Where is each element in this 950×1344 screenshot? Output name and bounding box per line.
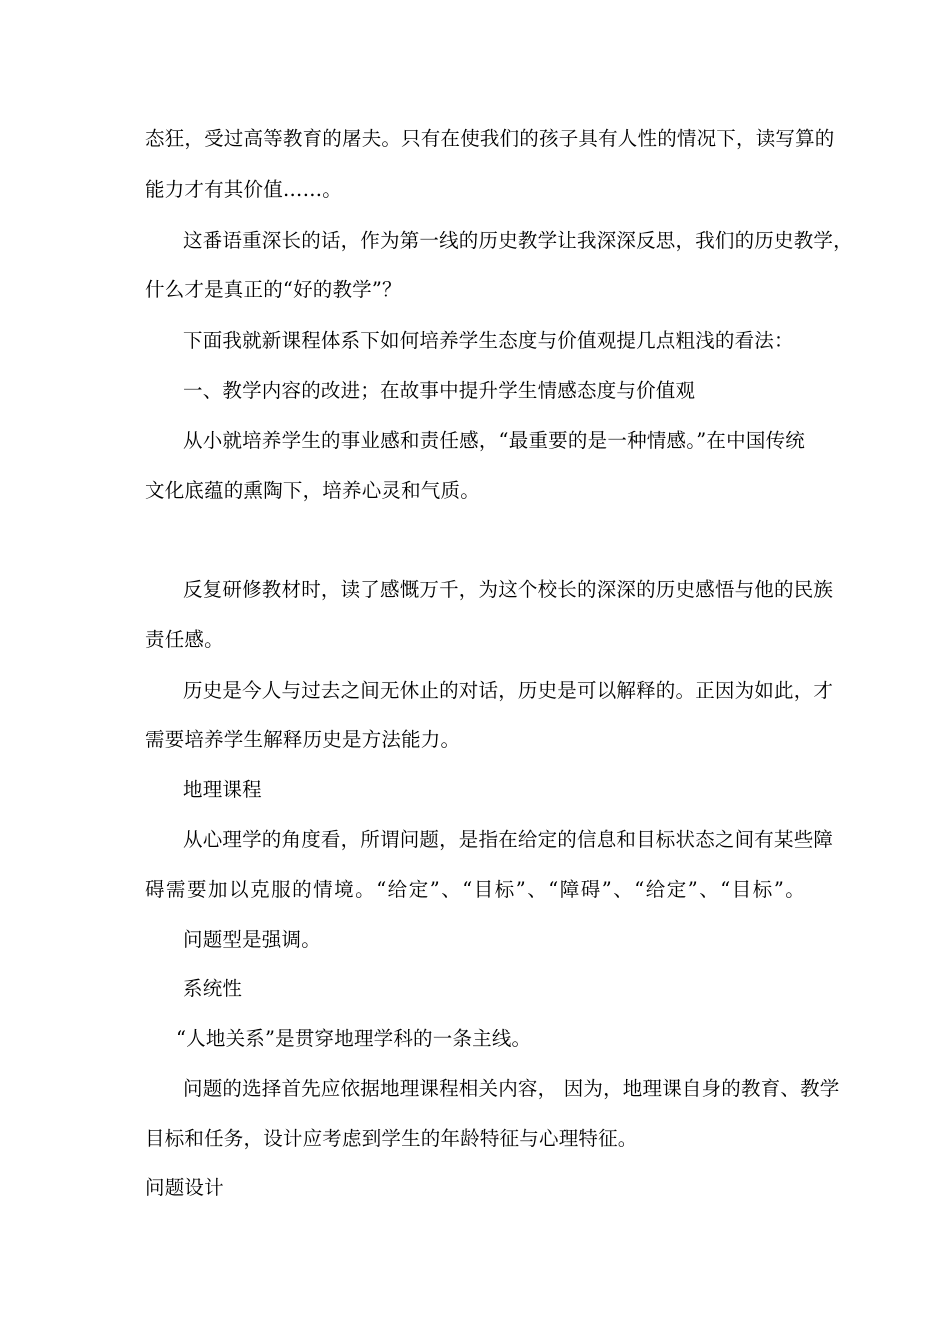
paragraph-line: 历史是今人与过去之间无休止的对话，历史是可以解释的。正因为如此，才 [183, 679, 834, 702]
section-heading: 问题设计 [145, 1176, 224, 1199]
paragraph-line: 态狂，受过高等教育的屠夫。只有在使我们的孩子具有人性的情况下，读写算的 [145, 127, 835, 150]
section-heading: 地理课程 [183, 778, 262, 801]
paragraph-line: 文化底蕴的熏陶下，培养心灵和气质。 [145, 479, 480, 502]
paragraph-line: 从心理学的角度看，所谓问题，是指在给定的信息和目标状态之间有某些障 [183, 828, 834, 851]
paragraph-line: 责任感。 [145, 628, 224, 651]
paragraph-line: 问题型是强调。 [183, 928, 321, 951]
paragraph-line: 什么才是真正的“好的教学”？ [145, 278, 402, 301]
paragraph-line: 反复研修教材时，读了感慨万千，为这个校长的深深的历史感悟与他的民族 [183, 578, 834, 601]
paragraph-line: 碍需要加以克服的情境。“给定”、“目标”、“障碍”、“给定”、“目标”。 [145, 878, 805, 901]
paragraph-line: 问题的选择首先应依据地理课程相关内容， 因为，地理课自身的教育、教学 [183, 1077, 840, 1100]
paragraph-line: 下面我就新课程体系下如何培养学生态度与价值观提几点粗浅的看法： [183, 329, 794, 352]
paragraph-line: 这番语重深长的话，作为第一线的历史教学让我深深反思，我们的历史教学， [183, 229, 853, 252]
paragraph-line: 目标和任务，设计应考虑到学生的年龄特征与心理特征。 [145, 1127, 638, 1150]
paragraph-line: 从小就培养学生的事业感和责任感，“最重要的是一种情感。”在中国传统 [183, 429, 805, 452]
section-heading: 系统性 [183, 977, 243, 1000]
section-heading: 一、教学内容的改进；在故事中提升学生情感态度与价值观 [183, 379, 696, 402]
paragraph-line: 能力才有其价值……。 [145, 178, 343, 201]
paragraph-line: “人地关系”是贯穿地理学科的一条主线。 [176, 1027, 532, 1050]
paragraph-line: 需要培养学生解释历史是方法能力。 [145, 728, 461, 751]
